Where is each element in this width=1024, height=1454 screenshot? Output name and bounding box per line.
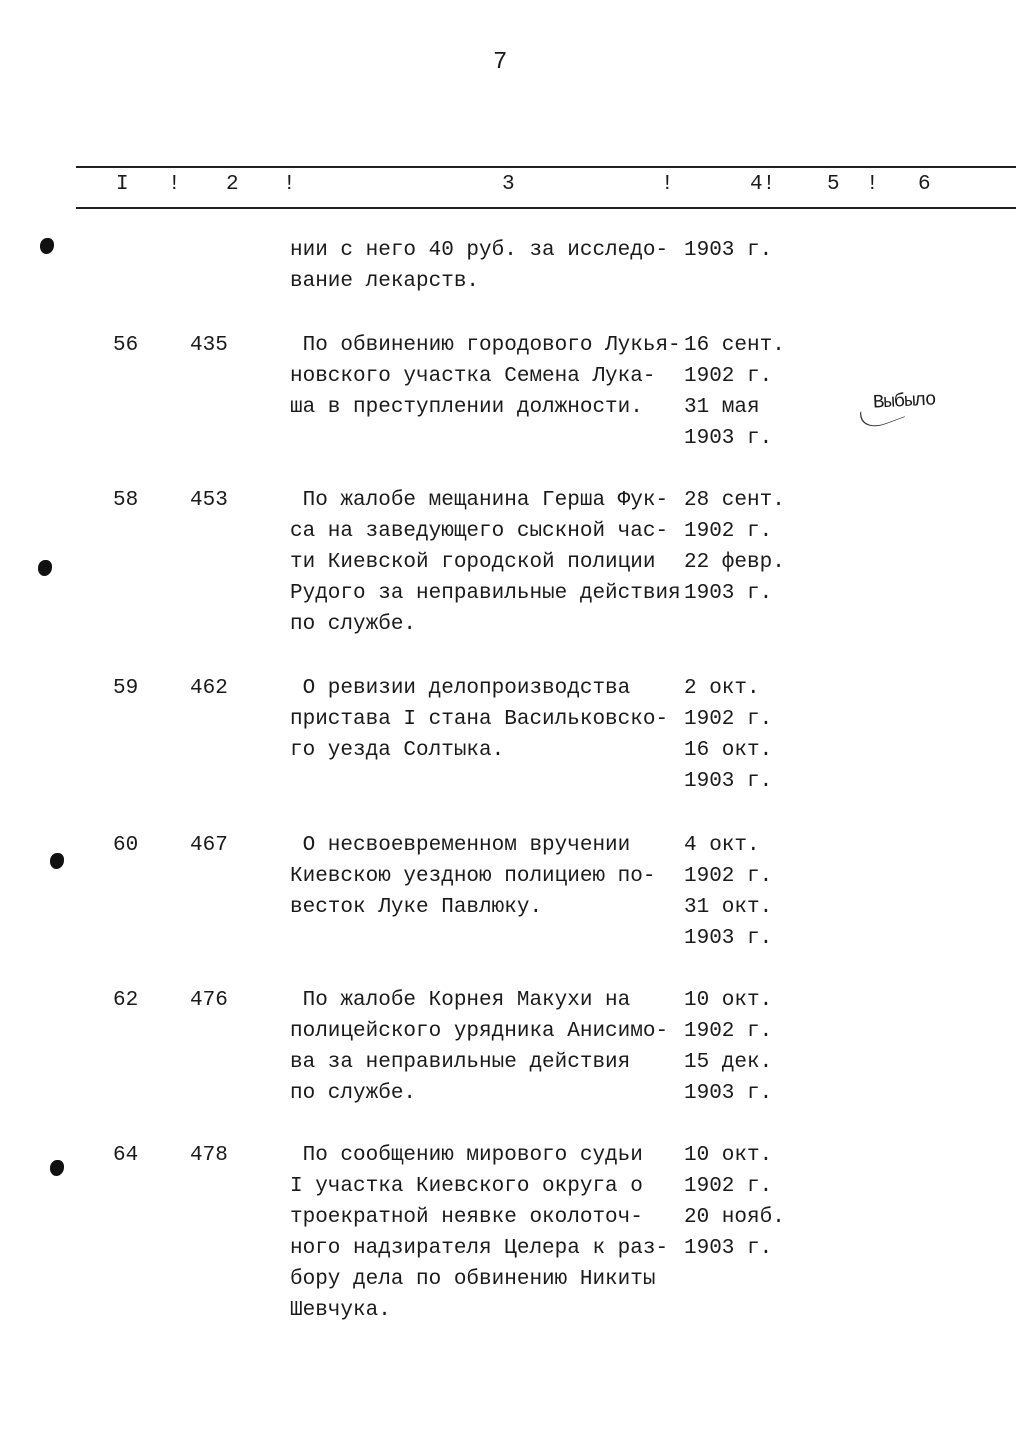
description-line: троекратной неявке околоточ-: [290, 1206, 643, 1229]
description-line: По жалобе мещанина Герша Фук-: [290, 489, 669, 512]
header-separator: !: [168, 173, 181, 196]
date-line: 10 окт.: [684, 989, 773, 1012]
description-line: пристава I стана Васильковско-: [290, 708, 669, 731]
description-line: бору дела по обвинению Никиты: [290, 1268, 656, 1291]
file-number: 462: [190, 677, 228, 700]
description-line: полицейского урядника Анисимо-: [290, 1020, 669, 1043]
header-col-1: I: [116, 173, 129, 196]
description-line: I участка Киевского округа о: [290, 1175, 643, 1198]
row-number: 64: [113, 1144, 139, 1167]
date-line: 1903 г.: [684, 927, 773, 950]
date-line: 1902 г.: [684, 865, 773, 888]
header-top-rule: [76, 166, 1016, 168]
date-line: 1902 г.: [684, 708, 773, 731]
date-line: 31 окт.: [684, 896, 773, 919]
date-line: 1903 г.: [684, 1237, 773, 1260]
row-number: 56: [113, 334, 139, 357]
file-number: 467: [190, 834, 228, 857]
date-line: 28 сент.: [684, 489, 785, 512]
description-line: новского участка Семена Лука-: [290, 365, 656, 388]
date-line: 15 дек.: [684, 1051, 773, 1074]
date-line: 22 февр.: [684, 551, 785, 574]
date-line: 1903 г.: [684, 1082, 773, 1105]
date-line: 1902 г.: [684, 1175, 773, 1198]
header-separator: !: [661, 173, 674, 196]
date-line: 1902 г.: [684, 365, 773, 388]
description-line: Шевчука.: [290, 1299, 391, 1322]
date-line: 2 окт.: [684, 677, 760, 700]
page-number: 7: [493, 49, 508, 76]
description-line: весток Луке Павлюку.: [290, 896, 543, 919]
description-line: по службе.: [290, 1082, 417, 1105]
date-line: 1903 г.: [684, 770, 773, 793]
date-line: 16 сент.: [684, 334, 785, 357]
date-line: 10 окт.: [684, 1144, 773, 1167]
date-line: 16 окт.: [684, 739, 773, 762]
row-number: 58: [113, 489, 139, 512]
header-col-3: 3: [502, 173, 515, 196]
header-col-5: 5: [827, 173, 840, 196]
description-line: ного надзирателя Целера к раз-: [290, 1237, 669, 1260]
punch-hole-icon: [50, 853, 64, 869]
description-line: По сообщению мирового судьи: [290, 1144, 643, 1167]
header-col-6: 6: [918, 173, 931, 196]
description-line: нии с него 40 руб. за исследо-: [290, 239, 669, 262]
row-number: 60: [113, 834, 139, 857]
header-col-4: 4!: [750, 173, 776, 196]
header-separator: !: [866, 173, 879, 196]
row-number: 62: [113, 989, 139, 1012]
description-line: Киевскою уездною полициею по-: [290, 865, 656, 888]
punch-hole-icon: [40, 238, 54, 254]
punch-hole-icon: [38, 560, 52, 576]
date-line: 1902 г.: [684, 520, 773, 543]
description-line: ва за неправильные действия: [290, 1051, 631, 1074]
header-separator: !: [283, 173, 296, 196]
description-line: Рудого за неправильные действия: [290, 582, 681, 605]
description-line: По жалобе Корнея Макухи на: [290, 989, 631, 1012]
description-line: по службе.: [290, 613, 417, 636]
description-line: вание лекарств.: [290, 270, 480, 293]
date-line: 31 мая: [684, 396, 760, 419]
description-line: са на заведующего сыскной час-: [290, 520, 669, 543]
description-line: О несвоевременном вручении: [290, 834, 631, 857]
handwritten-note: Выбыло: [872, 388, 936, 414]
date-line: 1903 г.: [684, 239, 773, 262]
file-number: 453: [190, 489, 228, 512]
description-line: ти Киевской городской полиции: [290, 551, 656, 574]
punch-hole-icon: [50, 1160, 64, 1176]
description-line: О ревизии делопроизводства: [290, 677, 631, 700]
date-line: 1903 г.: [684, 427, 773, 450]
date-line: 20 нояб.: [684, 1206, 785, 1229]
description-line: го уезда Солтыка.: [290, 739, 505, 762]
header-col-2: 2: [226, 173, 239, 196]
description-line: ша в преступлении должности.: [290, 396, 643, 419]
description-line: По обвинению городового Лукья-: [290, 334, 681, 357]
file-number: 478: [190, 1144, 228, 1167]
file-number: 476: [190, 989, 228, 1012]
date-line: 1902 г.: [684, 1020, 773, 1043]
date-line: 4 окт.: [684, 834, 760, 857]
row-number: 59: [113, 677, 139, 700]
date-line: 1903 г.: [684, 582, 773, 605]
header-bottom-rule: [76, 207, 1016, 209]
file-number: 435: [190, 334, 228, 357]
